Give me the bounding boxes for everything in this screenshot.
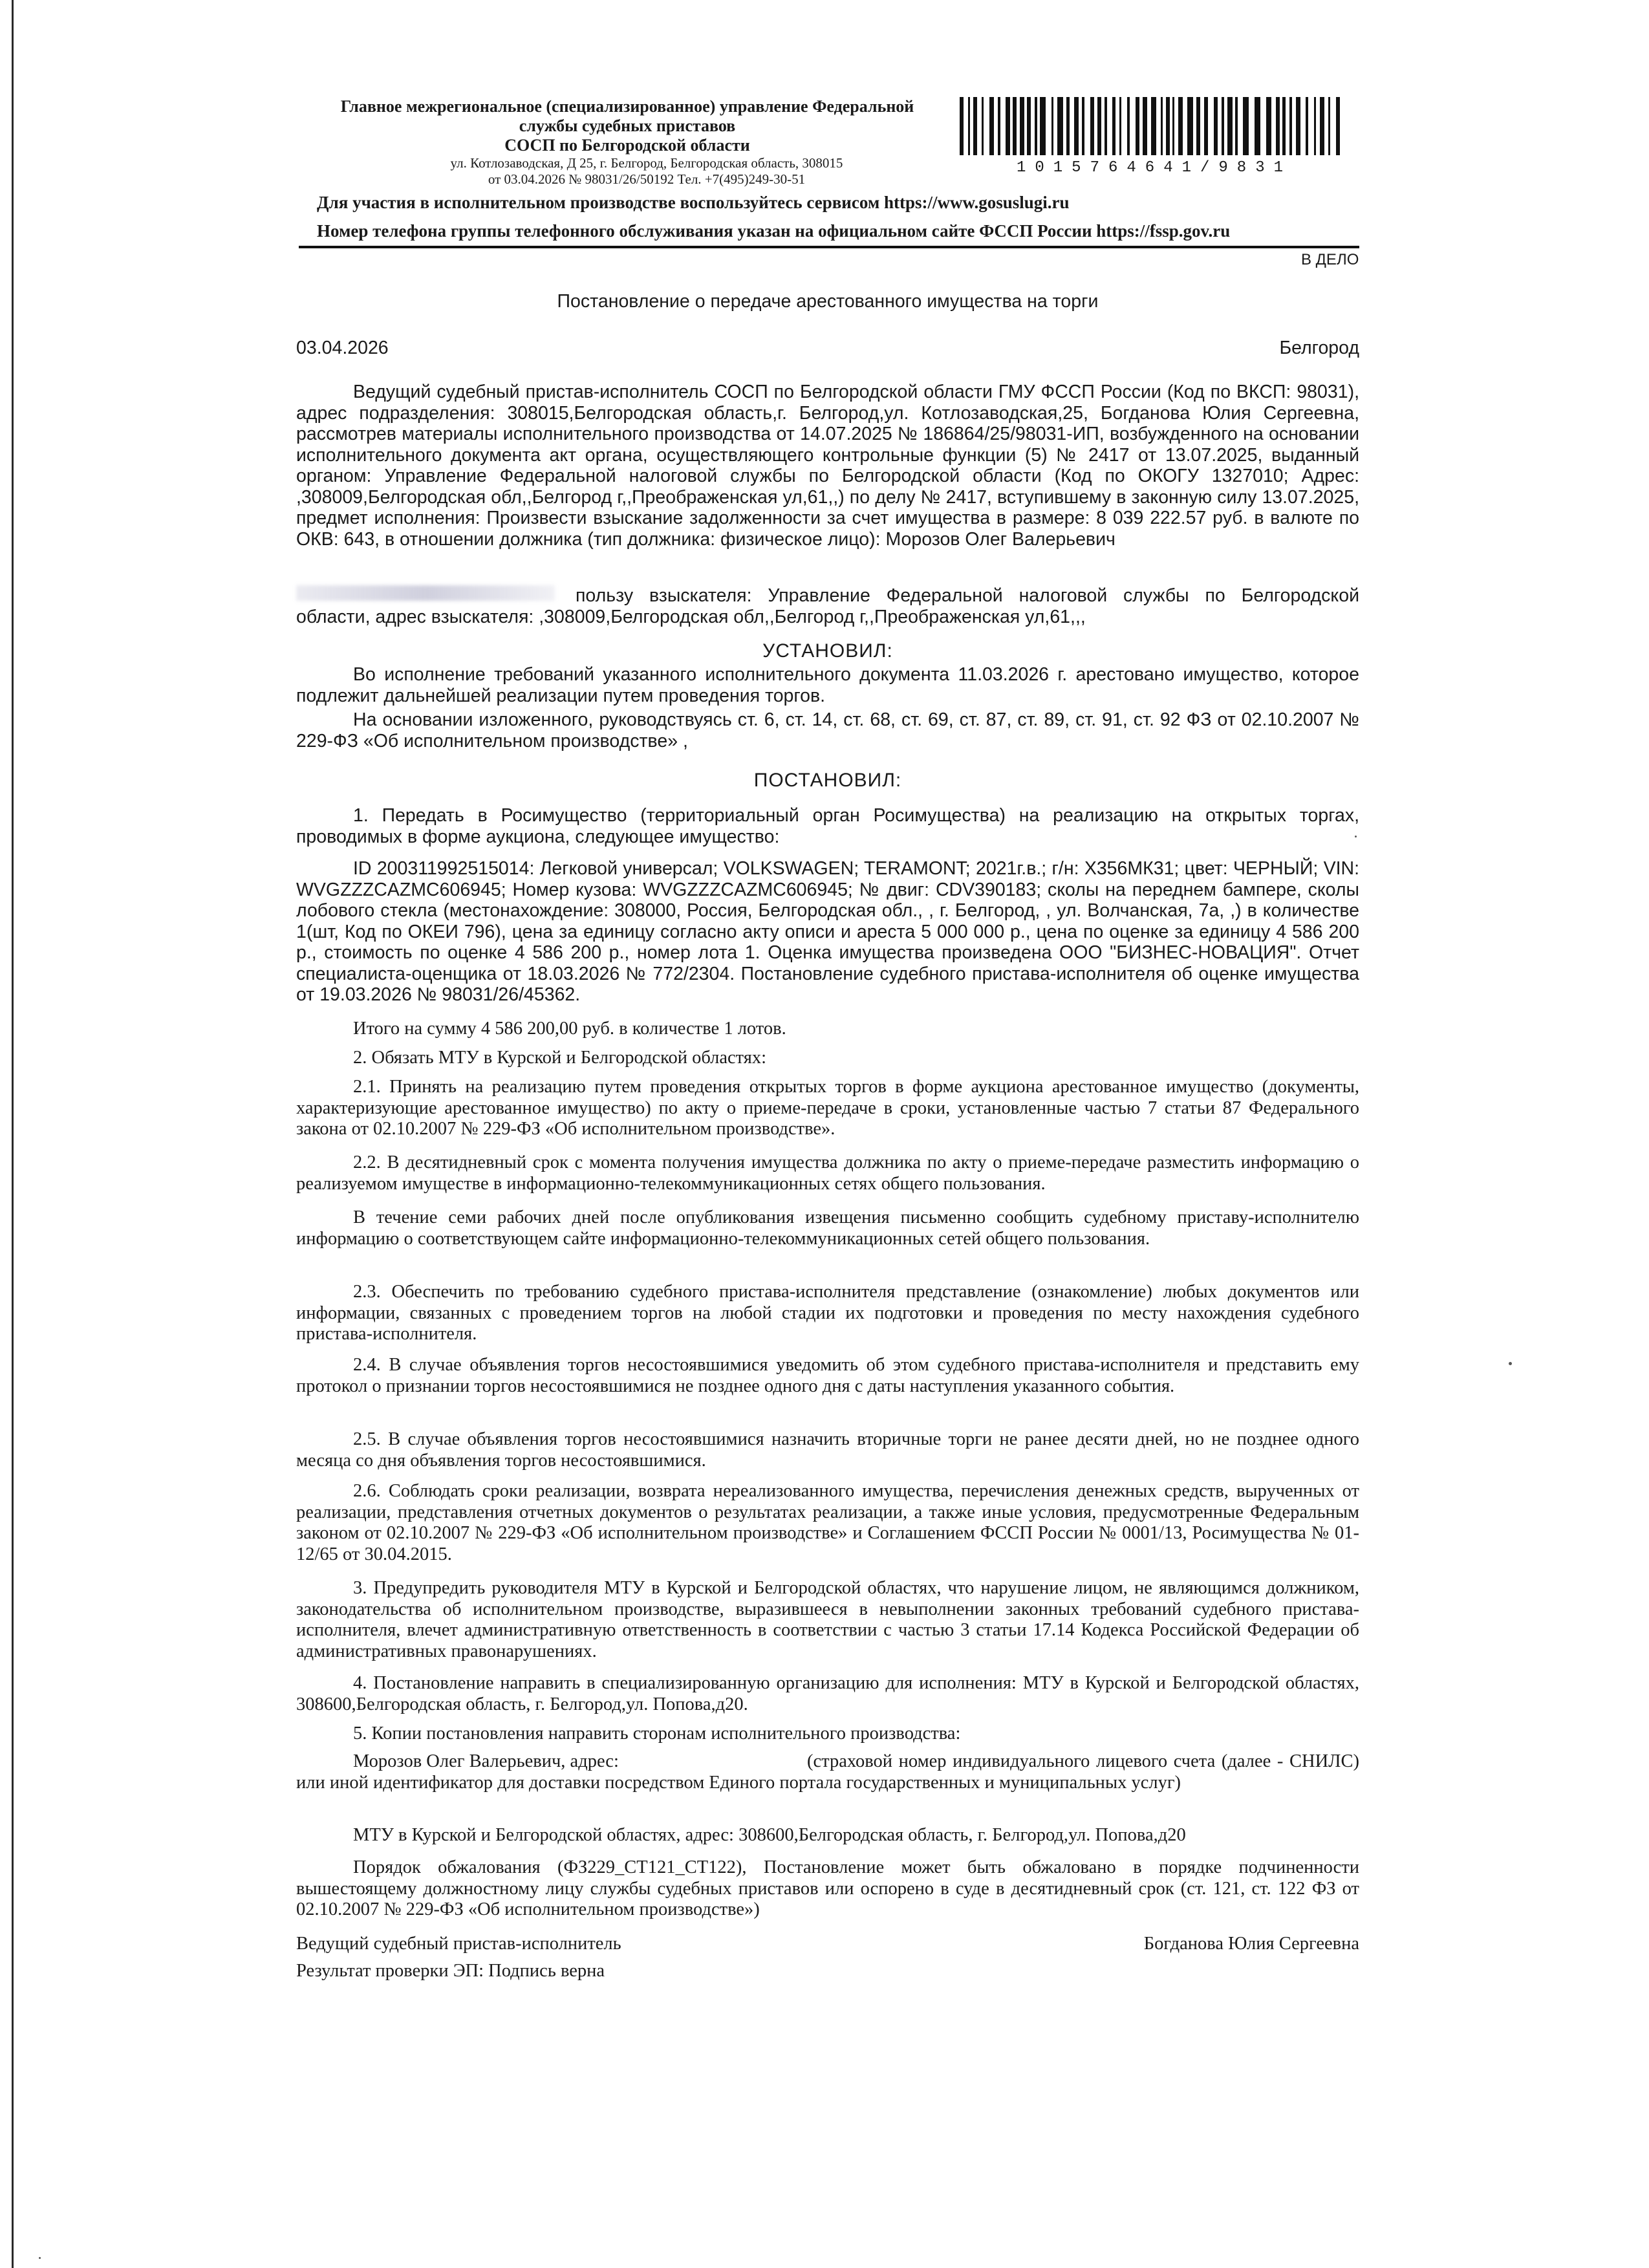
barcode-bar [1074, 97, 1079, 155]
barcode-bar [1006, 97, 1010, 155]
org-line-1: Главное межрегиональное (специализированное) управление Федеральной [340, 97, 914, 116]
barcode-bar [1289, 97, 1292, 155]
signature-check: Результат проверки ЭП: Подпись верна [296, 1961, 605, 1981]
barcode-bar [1328, 97, 1330, 155]
recipient-1-details: (страховой номер индивидуального лицевого счета (далее - СНИЛС) или иной идентификатор для доставки посредством Единого портала государственных и муниципальных услуг) [296, 1751, 1359, 1793]
barcode-bar [1336, 97, 1340, 155]
org-address: ул. Котлозаводская, Д 25, г. Белгород, Белгородская область, 308015 [450, 155, 843, 171]
barcode-bar [1243, 97, 1249, 155]
item-2-4: 2.4. В случае объявления торгов несостоявшимися уведомить об этом судебного пристава-исполнителя и представить ему протокол о признании торгов несостоявшимися не позднее одного дня с даты наступления указанного события. [296, 1355, 1359, 1396]
item-3: 3. Предупредить руководителя МТУ в Курской и Белгородской областях, что нарушение лицом, не являющимся должником, законодательства об исполнительном производстве, выразившееся в невыполнении законных требований судебного пристава-исполнителя, влечет административную ответственность в соответствии с частью 3 статьи 17.14 Кодекса Российской Федерации об административных правонарушениях. [296, 1578, 1359, 1661]
scan-speck [39, 2257, 41, 2259]
barcode-bar [1222, 97, 1224, 155]
barcode-bar [1119, 97, 1121, 155]
barcode-bar [1266, 97, 1271, 155]
item-2-2-notice: В течение семи рабочих дней после опубликования извещения письменно сообщить судебному приставу-исполнителю информацию о соответствующем сайте информационно-телекоммуникационных сетей общего пользования. [296, 1207, 1359, 1249]
barcode-bar [1127, 97, 1130, 155]
established-paragraph-1: Во исполнение требований указанного исполнительного документа 11.03.2026 г. арестовано имущество, которое подлежит дальнейшей реализации путем проведения торгов. [296, 664, 1359, 706]
barcode-bar [1255, 97, 1260, 155]
barcode-bar [1136, 97, 1139, 155]
item-4: 4. Постановление направить в специализированную организацию для исполнения: МТУ в Курской и Белгородской областях, 308600,Белгородская область, г. Белгород,ул. Попова,д20. [296, 1673, 1359, 1714]
scan-speck [1355, 836, 1357, 837]
barcode [957, 97, 1352, 181]
org-line-3: СОСП по Белгородской области [504, 136, 750, 155]
barcode-bar [1214, 97, 1218, 155]
barcode-bar [989, 97, 994, 155]
document-city: Белгород [1279, 338, 1359, 358]
file-stamp: В ДЕЛО [1301, 251, 1359, 268]
item-1: 1. Передать в Росимущество (территориальный орган Росимущества) на реализацию на открытых торгах, проводимых в форме аукциона, следующее имущество: [296, 805, 1359, 847]
barcode-bar [1178, 97, 1183, 155]
barcode-bar [1051, 97, 1053, 155]
barcode-bar [1227, 97, 1233, 155]
item-2-3: 2.3. Обеспечить по требованию судебного пристава-исполнителя представление (ознакомление) любых документов или информации, связанных с проведением торгов на любой стадии их подготовки и проведения по месту нахождения судебного пристава-исполнителя. [296, 1282, 1359, 1344]
barcode-bar [1013, 97, 1017, 155]
barcode-bar [1187, 97, 1193, 155]
barcode-bar [1276, 97, 1280, 155]
barcode-bar [1204, 97, 1208, 155]
document-title: Постановление о передаче арестованного имущества на торги [557, 291, 1099, 312]
recipient-2: МТУ в Курской и Белгородской областях, адрес: 308600,Белгородская область, г. Белгород,ул. Попова,д20 [353, 1825, 1186, 1845]
barcode-bar [968, 97, 970, 155]
date-city-row [296, 338, 1359, 359]
item-2-6: 2.6. Соблюдать сроки реализации, возврата нереализованного имущества, перечисления денежных средств, вырученных от реализации, представления отчетных документов о результатах реализации, а также иные условия, предусмотренные Федеральным законом от 02.10.2007 № 229-ФЗ «Об исполнительном производстве» и Соглашением ФССП России № 0001/13, Росимущества № 01-12/65 от 30.04.2015. [296, 1481, 1359, 1564]
item-5: 5. Копии постановления направить сторонам исполнительного производства: [353, 1723, 961, 1744]
barcode-bar [1035, 97, 1037, 155]
barcode-number: 1015764641/9831 [1016, 159, 1293, 177]
barcode-bar [1082, 97, 1084, 155]
barcode-bar [1282, 97, 1286, 155]
barcode-bar [1306, 97, 1308, 155]
barcode-bar [1057, 97, 1063, 155]
barcode-bar [1112, 97, 1116, 155]
heading-established: УСТАНОВИЛ: [762, 640, 893, 662]
barcode-bar [1105, 97, 1107, 155]
barcode-bar [973, 97, 977, 155]
barcode-bar [982, 97, 984, 155]
barcode-bar [1040, 97, 1046, 155]
barcode-bar [1151, 97, 1156, 155]
signer-name: Богданова Юлия Сергеевна [1143, 1934, 1359, 1954]
property-description: ID 200311992515014: Легковой универсал; VOLKSWAGEN; TERAMONT; 2021г.в.; г/н: Х356МК31; цвет: ЧЕРНЫЙ; VIN: WVGZZZCAZMC606945; Номер кузова: WVGZZZCAZMC606945; № двиг: CDV390183; сколы на переднем бампере, сколы лобового стекла (местонахождение: 308000, Россия, Белгородская обл., , г. Белгород, , ул. Волчанская, 7а, ,) в количестве 1(шт, Код по ОКЕИ 796), цена за единицу согласно акту описи и ареста 5 000 000 р., цена по оценке за единицу 4 586 200 р., стоимость по оценке 4 586 200 р., номер лота 1. Оценка имущества произведена ООО "БИЗНЕС-НОВАЦИЯ". Отчет специалиста-оценщика от 18.03.2026 № 772/2304. Постановление судебного пристава-исполнителя об оценке имущества от 19.03.2026 № 98031/26/45362. [296, 858, 1359, 1005]
barcode-bar [1235, 97, 1238, 155]
barcode-bar [1097, 97, 1101, 155]
barcode-bar [1296, 97, 1300, 155]
barcode-bars [957, 97, 1352, 157]
barcode-bar [1314, 97, 1316, 155]
recipient-1-name: Морозов Олег Валерьевич, адрес: [353, 1751, 619, 1771]
barcode-bar [960, 97, 964, 155]
item-2-2: 2.2. В десятидневный срок с момента получения имущества должника по акту о приеме-передаче разместить информацию о реализуемом имуществе в информационно-телекоммуникационных сетях общего пользования. [296, 1152, 1359, 1194]
barcode-bar [1143, 97, 1147, 155]
barcode-bar [1166, 97, 1170, 155]
barcode-bar [1090, 97, 1094, 155]
document-date: 03.04.2026 [296, 338, 389, 358]
signer-position: Ведущий судебный пристав-исполнитель [296, 1934, 621, 1954]
established-paragraph-2: На основании изложенного, руководствуясь ст. 6, ст. 14, ст. 68, ст. 69, ст. 87, ст. 89, ст. 91, ст. 92 ФЗ от 02.10.2007 № 229-ФЗ «Об исполнительном производстве» , [296, 709, 1359, 751]
item-2-1: 2.1. Принять на реализацию путем проведения открытых торгов в форме аукциона арестованное имущество (документы, характеризующие арестованное имущество) по акту о приеме-передаче в сроки, установленные частью 7 статьи 87 Федерального закона от 02.10.2007 № 229-ФЗ «Об исполнительном производстве». [296, 1077, 1359, 1139]
appeal-paragraph: Порядок обжалования (ФЗ229_СТ121_СТ122), Постановление может быть обжаловано в порядке подчиненности вышестоящему должностному лицу службы судебных приставов или оспорено в суде в десятидневный срок (ст. 121, ст. 122 ФЗ от 02.10.2007 № 229-ФЗ «Об исполнительном производстве») [296, 1857, 1359, 1919]
scan-speck [1509, 1362, 1512, 1365]
heading-resolved: ПОСТАНОВИЛ: [753, 770, 902, 791]
header-divider [299, 246, 1359, 248]
barcode-bar [1020, 97, 1024, 155]
item-2-5: 2.5. В случае объявления торгов несостоявшимися назначить вторичные торги не ранее десяти дней, но не позднее одного месяца со дня объявления торгов несостоявшимися. [296, 1429, 1359, 1471]
scan-edge [12, 0, 14, 2268]
barcode-bar [1320, 97, 1324, 155]
organization-block [304, 97, 951, 188]
intro-paragraph: Ведущий судебный пристав-исполнитель СОСП по Белгородской области ГМУ ФССП России (Код по ВКСП: 98031), адрес подразделения: 308015,Белгородская область,г. Белгород,ул. Котлозаводская,25, Богданова Юлия Сергеевна, рассмотрев материалы исполнительного производства от 14.07.2025 № 186864/25/98031-ИП, возбужденного на основании исполнительного документа акт органа, осуществляющего контрольные функции (5) № 2417 от 13.07.2025, выданный органом: Управление Федеральной налоговой службы по Белгородской области (Код по ОКОГУ 1327010; Адрес: ,308009,Белгородская обл,,Белгород г,,Преображенская ул,61,,) по делу № 2417, вступившему в законную силу 13.07.2025, предмет исполнения: Произвести взыскание задолженности за счет имущества в размере: 8 039 222.57 руб. в валюте по ОКВ: 643, в отношении должника (тип должника: физическое лицо): Морозов Олег Валерьевич [296, 382, 1359, 550]
barcode-bar [1196, 97, 1200, 155]
org-date-phone: от 03.04.2026 № 98031/26/50192 Тел. +7(495)249-30-51 [488, 171, 806, 187]
item-2: 2. Обязать МТУ в Курской и Белгородской областях: [353, 1048, 767, 1068]
phone-info-line: Номер телефона группы телефонного обслуживания указан на официальном сайте ФССП России https://fssp.gov.ru [317, 221, 1231, 241]
barcode-bar [1027, 97, 1031, 155]
claimant-paragraph: пользу взыскателя: Управление Федеральной налоговой службы по Белгородской области, адрес взыскателя: ,308009,Белгородская обл,,Белгород г,,Преображенская ул,61,,, [296, 585, 1359, 627]
signer-row [296, 1934, 1359, 1954]
gosuslugi-line: Для участия в исполнительном производстве воспользуйтесь сервисом https://www.gosuslugi.ru [317, 193, 1070, 212]
barcode-bar [1172, 97, 1174, 155]
barcode-bar [1161, 97, 1163, 155]
barcode-bar [1066, 97, 1070, 155]
barcode-bar [998, 97, 1000, 155]
total-line: Итого на сумму 4 586 200,00 руб. в количестве 1 лотов. [353, 1019, 786, 1039]
org-line-2: службы судебных приставов [519, 116, 736, 135]
